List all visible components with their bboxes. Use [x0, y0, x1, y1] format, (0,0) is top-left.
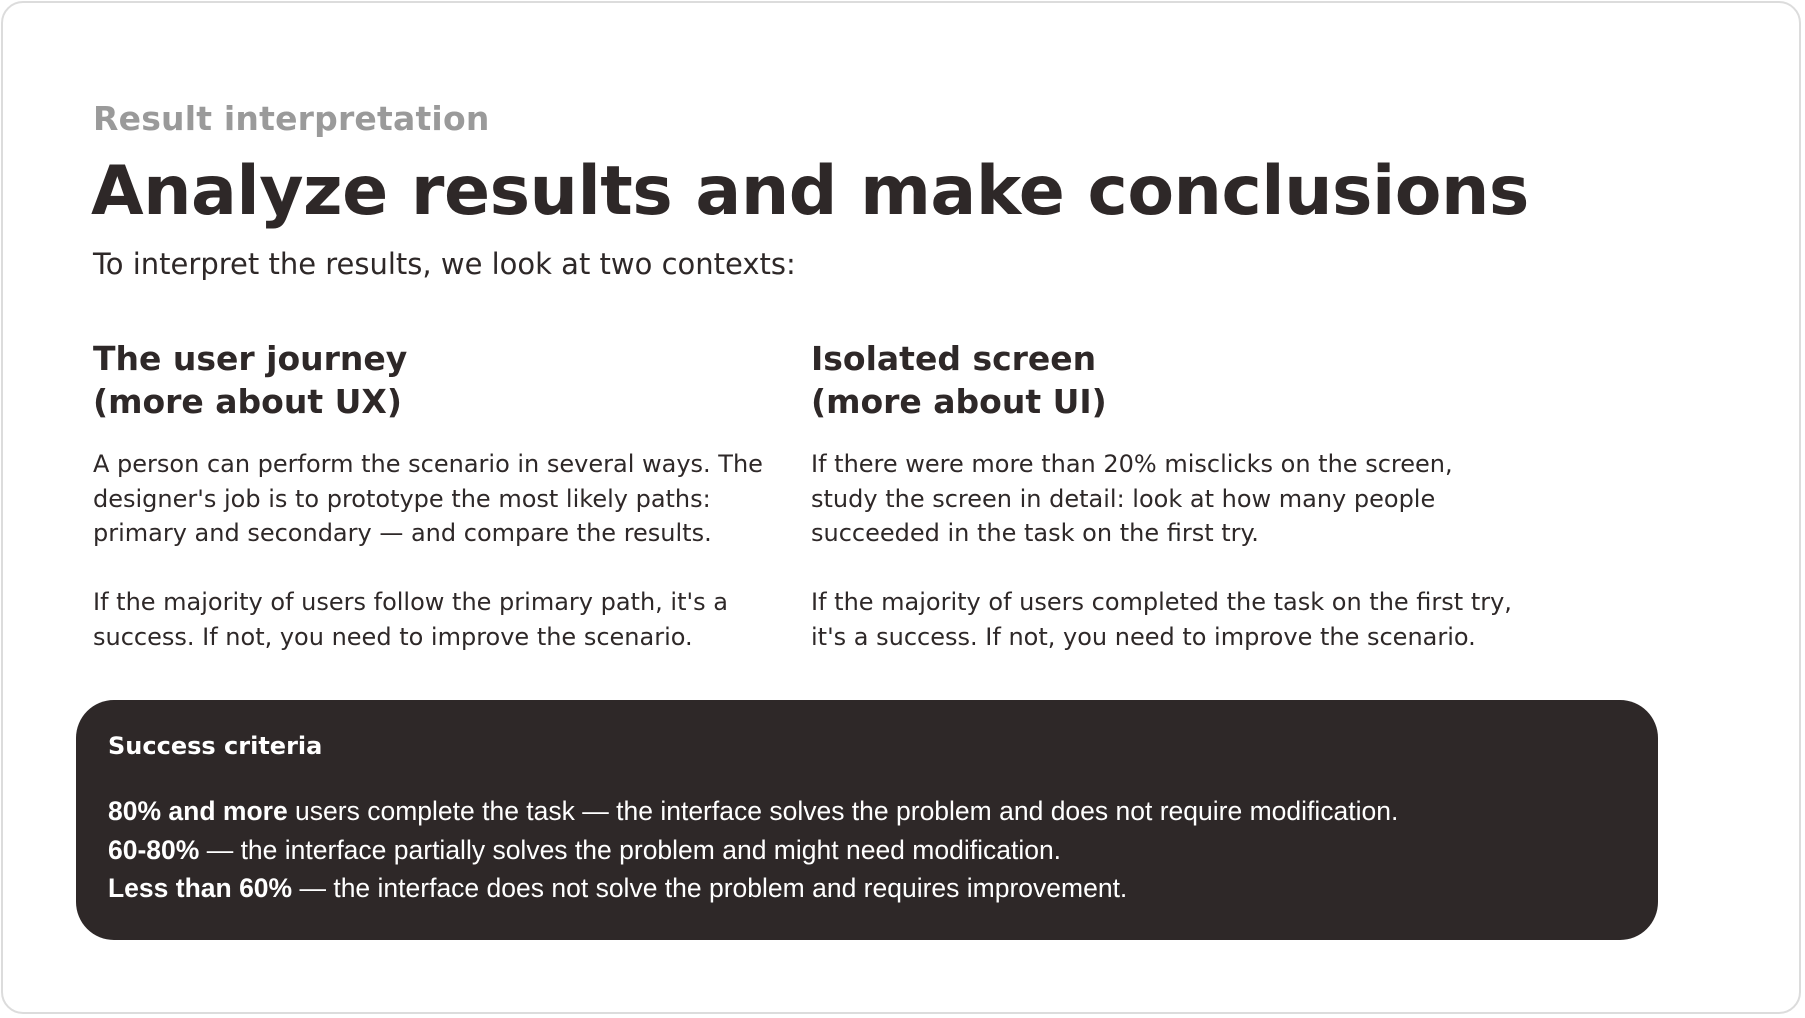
column-heading — [93, 337, 783, 423]
column-user-journey — [93, 337, 783, 654]
text-line: If there were more than 20% misclicks on the screen, — [811, 450, 1453, 478]
criteria-description: users complete the task — the interface solves the problem and does not require modification. — [287, 796, 1399, 826]
text-line: primary and secondary — and compare the results. — [93, 519, 712, 547]
column-isolated-screen — [811, 337, 1512, 654]
column-body — [93, 447, 783, 654]
criteria-item — [108, 831, 1398, 870]
text-line: designer's job is to prototype the most likely paths: — [93, 484, 711, 513]
column-paragraph — [93, 585, 783, 654]
column-heading — [811, 337, 1501, 423]
criteria-item — [108, 792, 1398, 831]
success-criteria-list — [108, 792, 1398, 908]
text-line: If the majority of users follow the primary path, it's a — [93, 588, 728, 616]
text-line: If the majority of users completed the task on the first try, — [811, 588, 1512, 616]
slide-frame — [1, 1, 1801, 1014]
criteria-threshold: 60-80% — [108, 834, 200, 865]
page-title: Analyze results and make conclusions — [91, 152, 1529, 231]
section-label: Result interpretation — [93, 99, 490, 138]
column-body — [811, 447, 1512, 654]
criteria-threshold: 80% and more — [108, 796, 288, 826]
criteria-threshold: Less than 60% — [108, 873, 293, 903]
success-criteria-title: Success criteria — [108, 732, 323, 760]
column-heading-line2: (more about UI) — [811, 382, 1107, 421]
page-subtitle: To interpret the results, we look at two contexts: — [93, 247, 796, 281]
text-line: A person can perform the scenario in several ways. The — [93, 450, 763, 478]
column-paragraph — [811, 585, 1512, 654]
criteria-description: — the interface does not solve the problem and requires improvement. — [292, 873, 1128, 903]
column-heading-line1: Isolated screen — [811, 339, 1097, 378]
criteria-item — [108, 869, 1398, 908]
column-paragraph — [93, 447, 783, 551]
column-heading-line2: (more about UX) — [93, 382, 402, 421]
success-criteria-panel — [76, 700, 1658, 940]
text-line: succeeded in the task on the first try. — [811, 519, 1259, 547]
text-line: it's a success. If not, you need to improve the scenario. — [811, 622, 1476, 651]
text-line: success. If not, you need to improve the scenario. — [93, 622, 693, 651]
criteria-description: — the interface partially solves the problem and might need modification. — [199, 834, 1062, 865]
column-paragraph — [811, 447, 1501, 551]
column-heading-line1: The user journey — [93, 339, 408, 378]
text-line: study the screen in detail: look at how many people — [811, 484, 1436, 513]
